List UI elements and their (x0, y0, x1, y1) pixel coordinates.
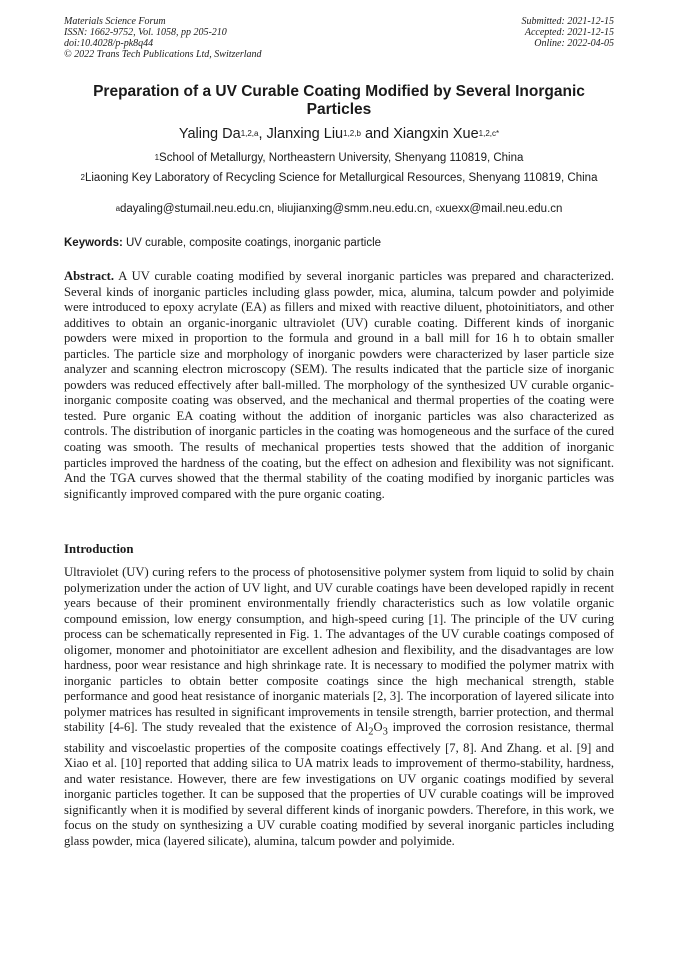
introduction-heading: Introduction (64, 542, 134, 556)
affiliation-text: School of Metallurgy, Northeastern University, Shenyang 110819, China (159, 152, 524, 164)
email-link[interactable]: liujianxing@smm.neu.edu.cn, (281, 203, 433, 215)
formula-subscript: 3 (382, 726, 388, 738)
submitted-date: Submitted: 2021-12-15 (521, 16, 614, 27)
email-superscript: b (277, 204, 282, 213)
affiliation-superscript: 2 (80, 173, 85, 182)
chemical-formula (355, 720, 388, 738)
abstract-label: Abstract. (64, 269, 115, 283)
keywords-label: Keywords: (64, 237, 123, 249)
introduction-body (64, 565, 614, 849)
keywords-text: UV curable, composite coatings, inorganic particle (126, 237, 382, 249)
introduction-text: Ultraviolet (UV) curing refers to the process of photosensitive polymer system from liquid to solid by chain polymerization under the action of UV light, and UV curable coatings have been developed rapidly in recent years because of their prominent environmentally friendly characteristics such as low volatile organic compound emission, low energy consumption, and high-speed curing [1]. The principle of the UV curing process can be schematically represented in Fig. 1. The advantages of the UV curable coatings composed of oligomer, monomer and photoinitiator are excellent adhesion and flexibility, and the disadvantages are low hardness, poor wear resistance and high shrinkage rate. It is necessary to modified the polymer matrix with inorganic particles to obtain better composite coatings since the high mechanical strength, stable performance and good heat resistance of inorganic materials [2, 3]. The incorporation of layered silicate into polymer matrices has resulted in significant improvements in tensile strength, barrier protection, and thermal stability [4-6]. The study revealed that the existence of (64, 565, 614, 735)
author-list (60, 126, 618, 143)
formula-subscript: 2 (368, 726, 374, 738)
keywords (64, 236, 614, 250)
author-superscript: 1,2,a (240, 129, 259, 138)
author-separator: , (258, 126, 263, 142)
introduction-text: improved the corrosion resistance, thermal stability and viscoelastic properties of the composite coatings effectively [7, 8]. And Zhang. et al. [9] and Xiao et al. [10] reported that adding silica to UA matrix leads to improvement of thermo-stability, hardness, and water resistance. However, there are few investigations on UV organic coatings modified by several inorganic particles together. It can be supposed that the properties of UV curable coatings will be improved significantly when it is modified by several different kinds of inorganic powders. Therefore, in this work, we focus on the study on synthesizing a UV curable coating modified by several inorganic particles including glass powder, mica (layered silicate), alumina, talcum powder and polyimide. (64, 720, 614, 848)
author-name: Yaling Da (178, 126, 241, 142)
paper-title: Preparation of a UV Curable Coating Modified by Several Inorganic Particles (93, 83, 585, 118)
journal-info (64, 16, 262, 60)
author-superscript: 1,2,c* (478, 129, 500, 138)
journal-issn: ISSN: 1662-9752, Vol. 1058, pp 205-210 (64, 27, 227, 38)
abstract-text: A UV curable coating modified by several inorganic particles was prepared and characterized. Several kinds of inorganic particles including glass powder, mica, alumina, talcum powder and polyimide were introduced to epoxy acrylate (EA) as fillers and mixed with reactive diluent, photoinitiators, and other additives to obtain an organic-inorganic ultraviolet (UV) curable coating. Different kinds of inorganic powders were mixed in proportion to the formula and ground in a ball mill for 16 h to obtain smaller particles. The particle size and morphology of inorganic powders were characterized by laser particle size analyzer and scanning electron microscopy (SEM). The results indicated that the particle size of inorganic powders was reduced effectively after ball-milled. The morphology of the synthesized UV curable organic-inorganic composite coating was observed, and the mechanical and thermal properties of the coating were tested. Pure organic EA coating without the addition of inorganic particles was also characterized as controls. The distribution of inorganic particles in the coating was homogeneous and the surface of the cured coating was smooth. The results of mechanical properties tests showed that the addition of inorganic particles improved the hardness of the coating, but the effect on adhesion and flexibility was not significant. And the TGA curves showed that the thermal stability of the coating modified by inorganic particles was significantly improved compared with the pure organic coating. (64, 269, 614, 501)
affiliation (64, 171, 614, 186)
journal-name: Materials Science Forum (64, 16, 166, 27)
email-superscript: a (115, 204, 121, 213)
publication-dates (522, 16, 615, 49)
formula-element: O (373, 720, 383, 735)
affiliation (64, 151, 614, 166)
formula-element: Al (355, 720, 369, 735)
abstract (64, 269, 614, 502)
author-conjunction: and (364, 126, 390, 142)
email-link[interactable]: dayaling@stumail.neu.edu.cn, (120, 203, 275, 215)
affiliation-superscript: 1 (154, 153, 160, 162)
author-emails (64, 202, 614, 217)
email-link[interactable]: xuexx@mail.neu.edu.cn (439, 203, 563, 215)
author-name: Jlanxing Liu (266, 126, 344, 142)
author-name: Xiangxin Xue (393, 126, 479, 142)
journal-copyright: © 2022 Trans Tech Publications Ltd, Switzerland (64, 49, 262, 60)
author-superscript: 1,2,b (343, 129, 361, 138)
journal-doi: doi:10.4028/p-pk8q44 (64, 38, 154, 49)
affiliation-text: Liaoning Key Laboratory of Recycling Science for Metallurgical Resources, Shenyang 110819, China (84, 172, 598, 184)
online-date: Online: 2022-04-05 (534, 38, 614, 49)
email-superscript: c (435, 204, 440, 213)
accepted-date: Accepted: 2021-12-15 (524, 27, 614, 38)
